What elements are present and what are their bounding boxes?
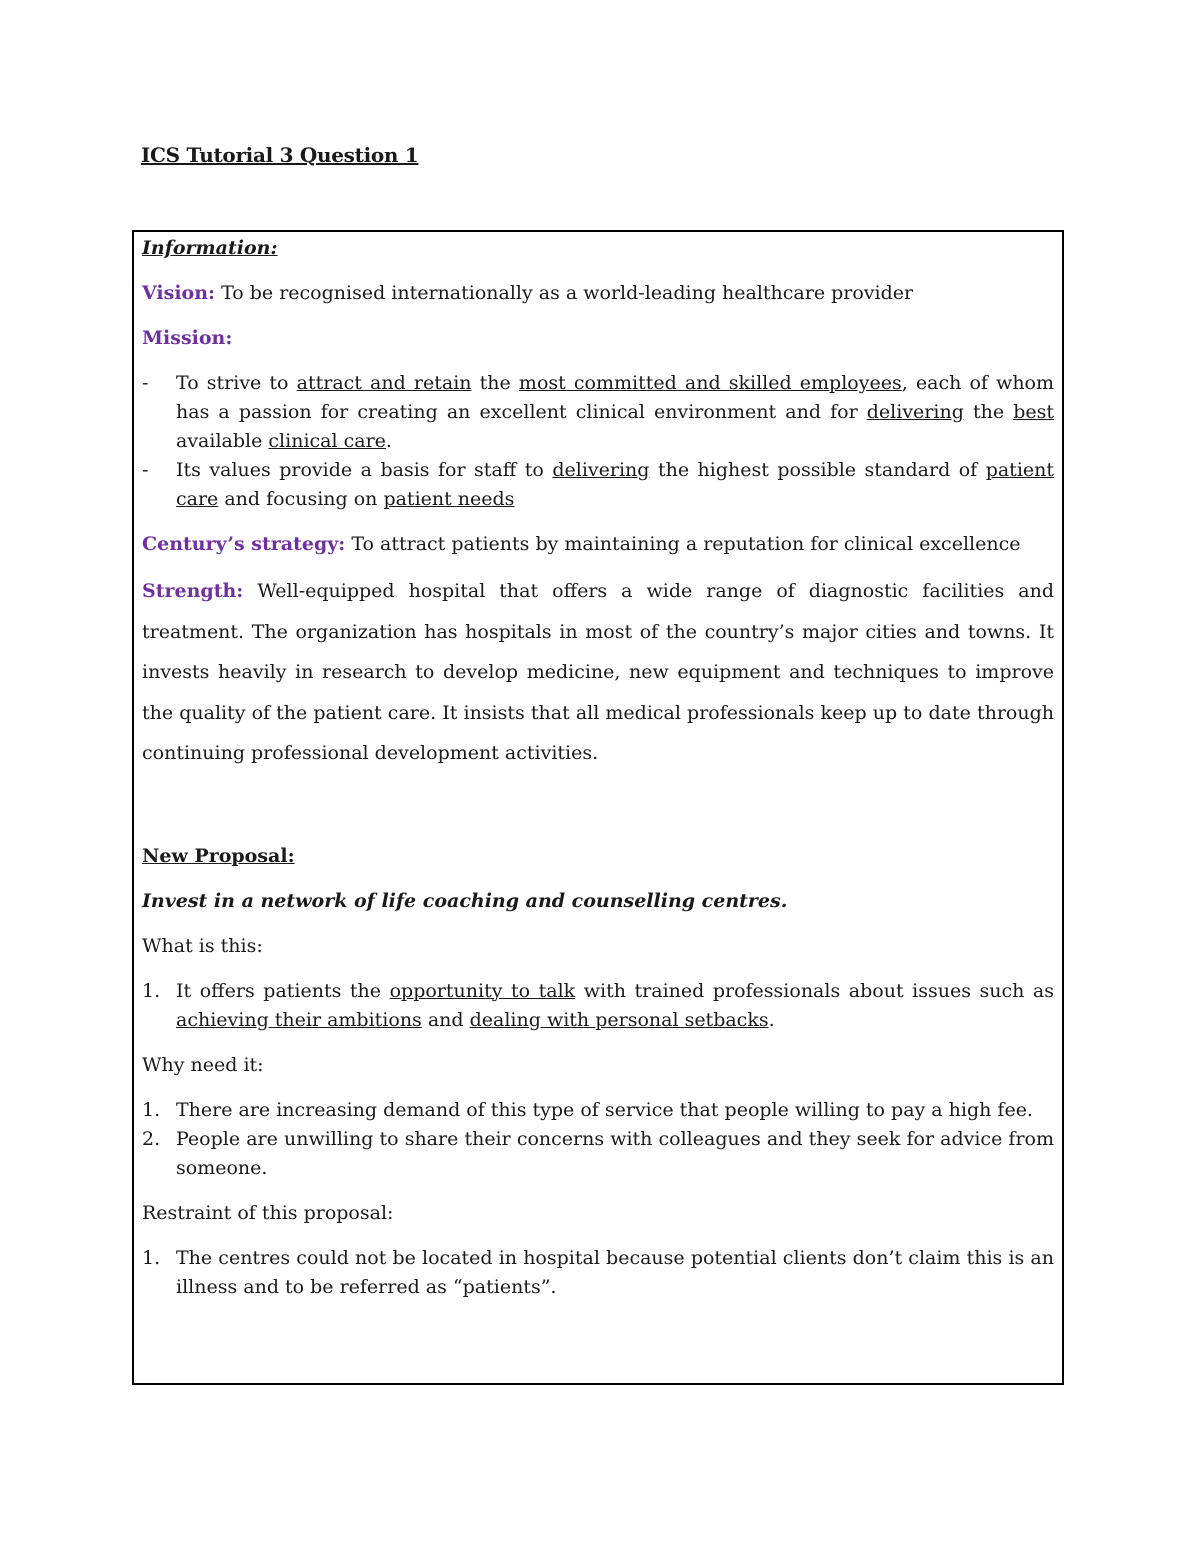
why-item: 1. There are increasing demand of this type of service that people willing to pay a high fee. (142, 1098, 1033, 1121)
why-list (142, 1096, 1054, 1183)
vision-label: Vision: (142, 282, 216, 304)
restraint-list (142, 1244, 1054, 1302)
mission-item: - To strive to attract and retain the most committed and skilled employees, each of whom has a passion for creating an excellent clinical environment and for delivering the best available clinical care. (142, 369, 1054, 456)
strategy-text: To attract patients by maintaining a reputation for clinical excellence (345, 533, 1021, 555)
what-heading: What is this: (142, 934, 263, 957)
page-title: ICS Tutorial 3 Question 1 (141, 143, 419, 167)
mission-label: Mission: (142, 327, 233, 349)
what-item: 1. It offers patients the opportunity to talk with trained professionals about issues such as achieving their ambitions and dealing with personal setbacks. (142, 979, 1055, 1031)
what-list (142, 977, 1054, 1035)
new-proposal-heading: New Proposal: (142, 844, 295, 867)
strategy-label: Century’s strategy: (142, 533, 346, 555)
vision-paragraph (142, 279, 1054, 308)
strategy-paragraph (142, 530, 1054, 559)
restraint-heading: Restraint of this proposal: (142, 1201, 394, 1224)
proposal-title: Invest in a network of life coaching and counselling centres. (142, 889, 788, 912)
strength-label: Strength: (142, 580, 244, 602)
spacer (142, 774, 1054, 842)
information-heading: Information: (142, 237, 278, 259)
why-item: 2. People are unwilling to share their concerns with colleagues and they seek for advice from someone. (142, 1127, 1054, 1179)
vision-text: To be recognised internationally as a world-leading healthcare provider (215, 282, 914, 304)
why-heading: Why need it: (142, 1053, 264, 1076)
mission-item: - Its values provide a basis for staff to delivering the highest possible standard of patient care and focusing on patient needs (142, 456, 1054, 514)
strength-text: Well-equipped hospital that offers a wide range of diagnostic facilities and treatment. The organization has hospitals in most of the country’s major cities and towns. It invests heavily in research to develop medicine, new equipment and techniques to improve the quality of the patient care. It insists that all medical professionals keep up to date through continuing professional development activities. (142, 580, 1054, 764)
restraint-item: 1. The centres could not be located in hospital because potential clients don’t claim this is an illness and to be referred as “patients”. (142, 1246, 1054, 1298)
strength-paragraph (142, 571, 1054, 774)
content-box (132, 230, 1064, 1385)
mission-list (142, 369, 1054, 514)
